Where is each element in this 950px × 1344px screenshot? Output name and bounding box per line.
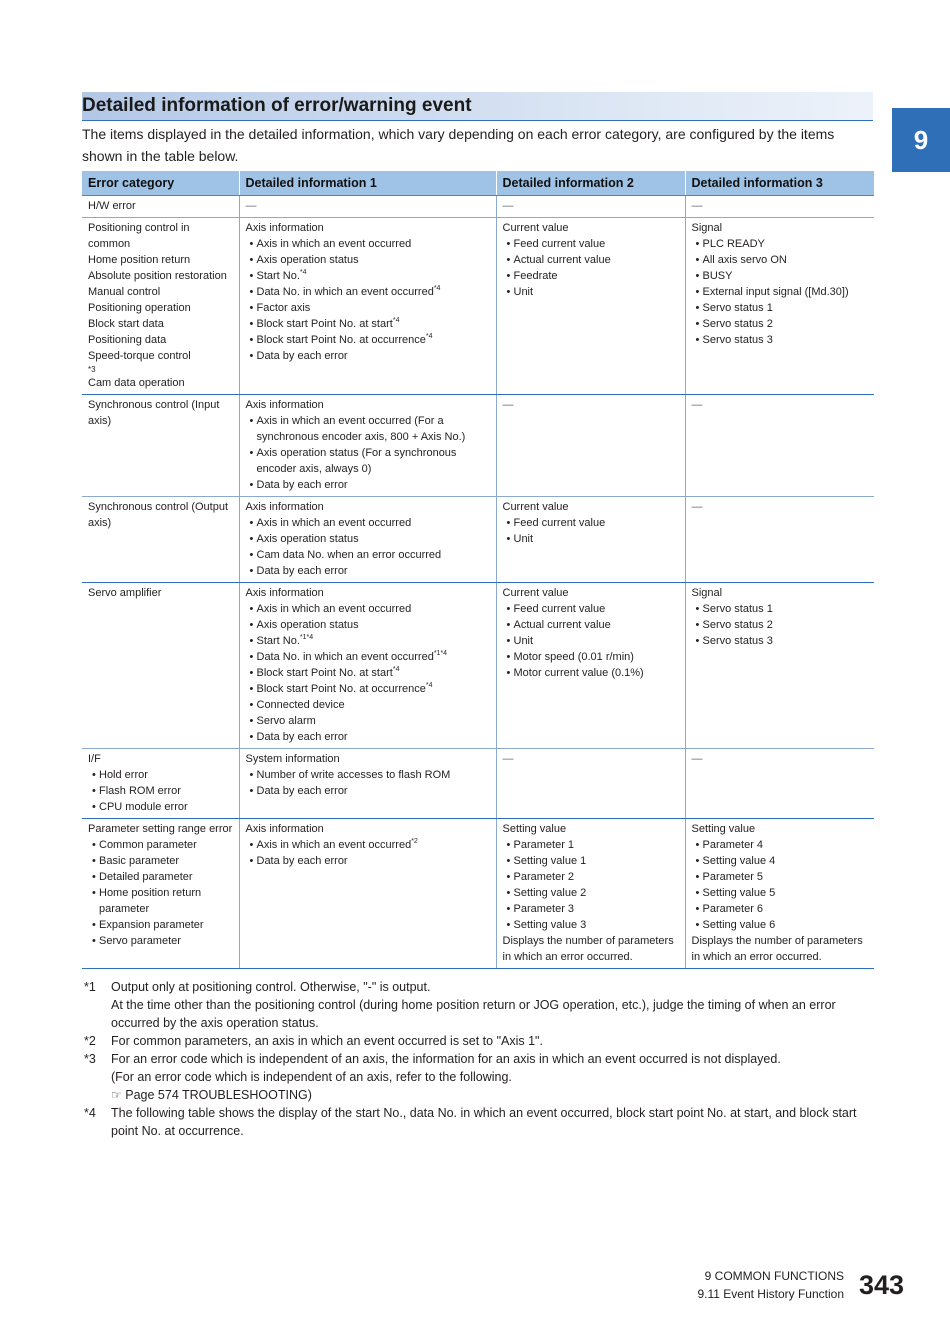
page-reference-link[interactable]: ☞ Page 574 TROUBLESHOOTING) [111,1088,312,1102]
list-item: • Block start Point No. at occurrence$^{*4}$ [246,332,490,348]
list-item: • Data by each error [246,853,490,869]
footnote [84,1032,874,1050]
cell-detail-3 [685,583,874,749]
list-item: • Unit [503,531,679,547]
cell-title: Axis information [245,587,324,599]
footnote-mark: *4 [84,1106,96,1120]
footnote-ref[interactable]: *4 [425,333,433,340]
list-item: • Parameter 5 [692,869,869,885]
list-item: • Detailed parameter [88,869,233,885]
list-item: • Setting value 5 [692,885,869,901]
table-row [82,819,874,969]
list-item: • PLC READY [692,236,869,252]
footnote-ref[interactable]: *1*4 [433,650,448,657]
error-detail-table [82,171,874,969]
header-detail-1: Detailed information 1 [239,171,496,196]
dash: — [502,399,514,411]
list-item: • BUSY [692,268,869,284]
cell-detail-1 [239,583,496,749]
list-item: • Setting value 4 [692,853,869,869]
category-line: Home position return [88,254,191,266]
list-item: • Motor current value (0.1%) [503,665,679,681]
cell-title: Setting value [691,823,756,835]
footnote-text: (For an error code which is independent of an axis, refer to the following. [111,1070,512,1084]
footnote-mark: *2 [84,1034,96,1048]
dash: — [502,753,514,765]
list-item: • Actual current value [503,252,679,268]
footer-section: 9.11 Event History Function [697,1287,844,1301]
footnote-text: The following table shows the display of the start No., data No. in which an event occurred, block start point No. at start, and block start point No. at occurrence. [111,1106,857,1138]
cell-detail-1 [239,819,496,969]
footnote [84,1050,874,1104]
dash: — [691,501,703,513]
footnote-mark: *3 [84,1052,96,1066]
list-item: • Start No.$^{*4}$ [246,268,490,284]
table-row [82,395,874,497]
list-item: • Block start Point No. at start$^{*4}$ [246,316,490,332]
list-item: • Data by each error [246,348,490,364]
list-item: • Unit [503,284,679,300]
cell-title: Signal [691,587,723,599]
footnote-ref[interactable]: *3 [88,365,96,374]
list-item: • Parameter 6 [692,901,869,917]
list-item: • Hold error [88,767,233,783]
cell-empty [496,196,685,218]
cell-title: Setting value [502,823,567,835]
cell-category: H/W error [82,196,239,218]
table-row [82,196,874,218]
list-item: • Start No.$^{*1*4}$ [246,633,490,649]
cell-category [82,819,239,969]
list-item: • Connected device [246,697,490,713]
footnote [84,1104,874,1140]
footnote-mark: *1 [84,980,96,994]
footer-chapter: 9 COMMON FUNCTIONS [704,1269,844,1283]
footnote [84,978,874,1032]
table-row [82,218,874,395]
list-item: • Servo status 1 [692,601,869,617]
list-item: • Factor axis [246,300,490,316]
list-item: • Servo status 3 [692,332,869,348]
header-error-category: Error category [82,171,239,196]
category-line: Absolute position restoration [88,270,227,282]
pointing-hand-icon: ☞ [111,1088,122,1102]
cell-empty [685,497,874,583]
cell-category: Synchronous control (Input axis) [82,395,239,497]
footnote-text: For an error code which is independent of an axis, the information for an axis in which an event occurred is not displayed. [111,1052,781,1066]
cell-title: Current value [502,587,569,599]
intro-paragraph: The items displayed in the detailed information, which vary depending on each error category, are configured by the items shown in the table below. [82,126,835,164]
cell-detail-2 [496,583,685,749]
footnote-ref[interactable]: *1*4 [299,634,314,641]
list-item: • Data by each error [246,783,490,799]
cell-detail-1 [239,395,496,497]
list-item: • Servo status 1 [692,300,869,316]
list-item: • Feed current value [503,515,679,531]
footnote-ref[interactable]: *4 [425,682,433,689]
list-item: • Servo status 2 [692,617,869,633]
list-item: • Flash ROM error [88,783,233,799]
table-row [82,749,874,819]
category-line: I/F [88,753,101,765]
list-item: • Data No. in which an event occurred$^{*1*4}$ [246,649,490,665]
list-item: • Servo status 2 [692,316,869,332]
category-line: Positioning control in common [88,222,190,250]
page-number: 343 [859,1270,905,1300]
cell-title: Axis information [245,501,324,513]
list-item: • Feed current value [503,601,679,617]
footnote-text: For common parameters, an axis in which an event occurred is set to "Axis 1". [111,1034,543,1048]
cell-category: Synchronous control (Output axis) [82,497,239,583]
cell-title: System information [245,753,340,765]
list-item: • Setting value 1 [503,853,679,869]
list-item: • Block start Point No. at start$^{*4}$ [246,665,490,681]
list-item: • Motor speed (0.01 r/min) [503,649,679,665]
list-item: • Cam data No. when an error occurred [246,547,490,563]
list-item: • Axis operation status [246,617,490,633]
cell-detail-1 [239,497,496,583]
category-line: Block start data [88,318,164,330]
list-item: • Feed current value [503,236,679,252]
dash: — [245,200,257,212]
cell-empty [239,196,496,218]
list-item: • Parameter 4 [692,837,869,853]
list-item: • Feedrate [503,268,679,284]
list-item: • Axis operation status [246,531,490,547]
list-item: • Axis in which an event occurred [246,515,490,531]
list-item: • Parameter 1 [503,837,679,853]
cell-detail-2 [496,218,685,395]
list-item: • Basic parameter [88,853,233,869]
list-item: • Axis operation status (For a synchronous encoder axis, always 0) [246,445,490,477]
table-header-row [82,171,874,196]
list-item: • Number of write accesses to flash ROM [246,767,490,783]
category-line: Cam data operation [88,377,185,389]
cell-title: Signal [691,222,723,234]
cell-detail-1 [239,749,496,819]
cell-detail-3 [685,218,874,395]
category-line: Positioning data [88,334,167,346]
dash: — [691,753,703,765]
cell-title: Axis information [245,823,324,835]
table-row [82,583,874,749]
dash: — [691,200,703,212]
page-footer [697,1267,844,1303]
cell-footnote: Displays the number of parameters in which an error occurred. [691,935,863,963]
header-detail-3: Detailed information 3 [685,171,874,196]
list-item: • Axis in which an event occurred$^{*2}$ [246,837,490,853]
dash: — [691,399,703,411]
footnote-ref[interactable]: *4 [433,285,441,292]
footnote-ref[interactable]: *4 [299,269,307,276]
list-item: • Parameter 3 [503,901,679,917]
footnote-text: At the time other than the positioning control (during home position return or JOG operation, etc.), judge the timing of when an error occurred by the axis operation status. [111,998,836,1030]
category-line: Speed-torque control [88,350,191,362]
category-line: Parameter setting range error [88,823,233,835]
list-item: • Servo parameter [88,933,233,949]
list-item: • Data No. in which an event occurred$^{*4}$ [246,284,490,300]
list-item: • Expansion parameter [88,917,233,933]
list-item: • Common parameter [88,837,233,853]
list-item: • Servo alarm [246,713,490,729]
cell-detail-1 [239,218,496,395]
list-item: • Axis in which an event occurred (For a synchronous encoder axis, 800 + Axis No.) [246,413,490,445]
list-item: • Parameter 2 [503,869,679,885]
cell-empty [496,749,685,819]
list-item: • Servo status 3 [692,633,869,649]
list-item: • Axis operation status [246,252,490,268]
cell-empty [685,395,874,497]
list-item: • Home position return parameter [88,885,233,917]
cell-category: Servo amplifier [82,583,239,749]
cell-empty [496,395,685,497]
list-item: • Data by each error [246,477,490,493]
footnotes [84,978,874,1140]
section-heading: Detailed information of error/warning event [82,95,472,116]
footnote-ref[interactable]: *4 [392,317,400,324]
list-item: • Axis in which an event occurred [246,236,490,252]
footnote-ref[interactable]: *4 [392,666,400,673]
header-detail-2: Detailed information 2 [496,171,685,196]
list-item: • Setting value 2 [503,885,679,901]
cell-title: Axis information [245,222,324,234]
cell-footnote: Displays the number of parameters in which an error occurred. [502,935,674,963]
list-item: • CPU module error [88,799,233,815]
list-item: • Axis in which an event occurred [246,601,490,617]
cell-category [82,749,239,819]
dash: — [502,200,514,212]
table-row [82,497,874,583]
list-item: • Data by each error [246,729,490,745]
cell-empty [685,749,874,819]
cell-detail-2 [496,497,685,583]
chapter-tab[interactable]: 9 [892,108,950,172]
list-item: • All axis servo ON [692,252,869,268]
cell-title: Current value [502,501,569,513]
cell-detail-3 [685,819,874,969]
list-item: • Data by each error [246,563,490,579]
cell-detail-2 [496,819,685,969]
cell-title: Axis information [245,399,324,411]
category-line: Positioning operation [88,302,191,314]
list-item: • Setting value 6 [692,917,869,933]
list-item: • Setting value 3 [503,917,679,933]
footnote-text: Output only at positioning control. Otherwise, "-" is output. [111,980,431,994]
category-line: Manual control [88,286,161,298]
list-item: • External input signal ([Md.30]) [692,284,869,300]
list-item: • Unit [503,633,679,649]
cell-category [82,218,239,395]
list-item: • Actual current value [503,617,679,633]
list-item: • Block start Point No. at occurrence$^{*4}$ [246,681,490,697]
footnote-ref[interactable]: *2 [411,838,418,845]
cell-empty [685,196,874,218]
cell-title: Current value [502,222,569,234]
